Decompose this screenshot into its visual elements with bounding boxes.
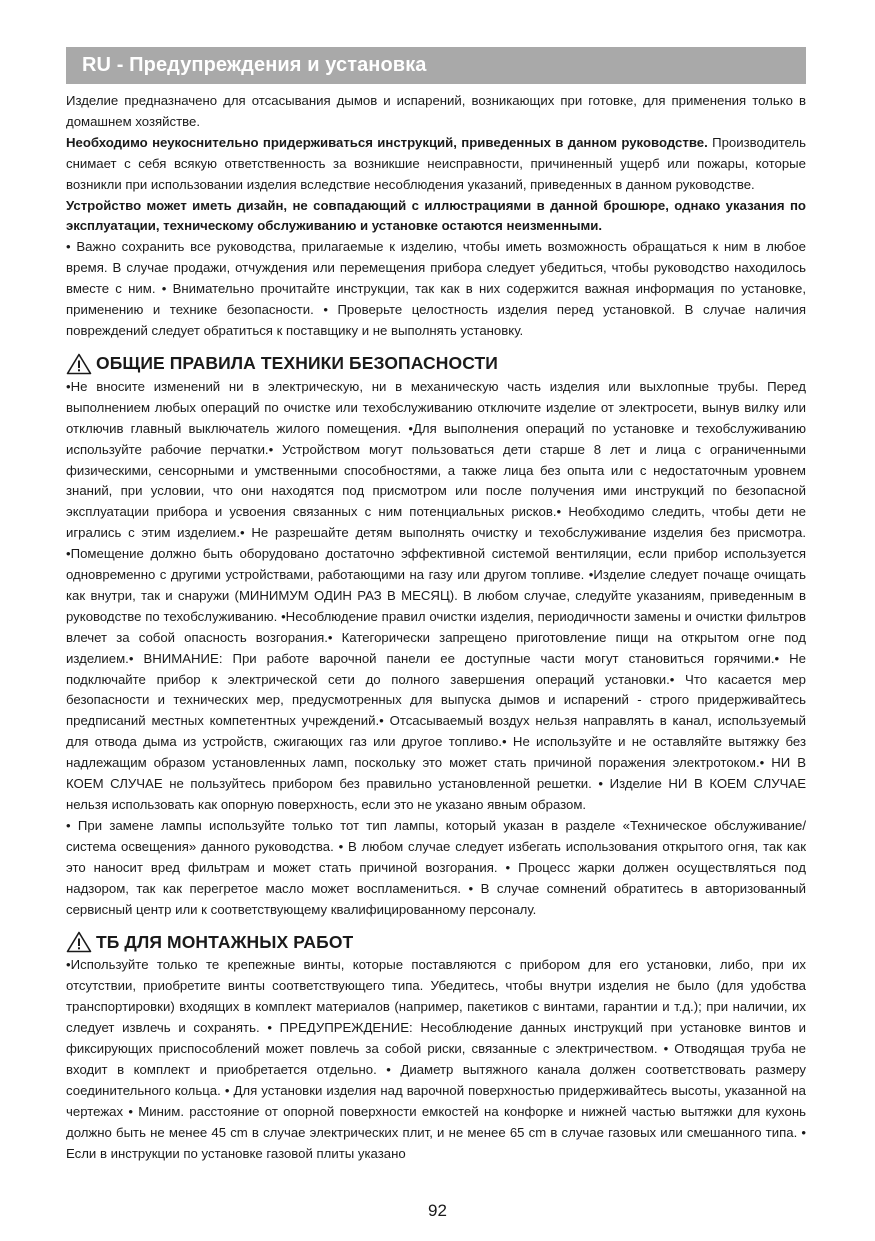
document-body bbox=[66, 91, 806, 1165]
intro-paragraph-3: Устройство может иметь дизайн, не совпадающий с иллюстрациями в данной брошюре, однако указания по эксплуатации, техническому обслуживанию и установке остаются неизменными. bbox=[66, 197, 806, 234]
intro-paragraph-2 bbox=[66, 133, 806, 196]
warning-triangle-icon bbox=[66, 931, 92, 953]
page-number: 92 bbox=[428, 1201, 447, 1220]
section-title-installation: ТБ ДЛЯ МОНТАЖНЫХ РАБОТ bbox=[96, 931, 354, 952]
intro-paragraph-4: • Важно сохранить все руководства, прилагаемые к изделию, чтобы иметь возможность обращаться к ним в любое время. В случае продажи, отчуждения или перемещения прибора следует убедиться, чтобы руководство находилось вместе с ним. • Внимательно прочитайте инструкции, так как в них содержится важная информация по установке, применению и технике безопасности. • Проверьте целостность изделия перед установкой. В случае наличия повреждений следует обратиться к поставщику и не выполнять установку. bbox=[66, 239, 806, 338]
section-title-safety: ОБЩИЕ ПРАВИЛА ТЕХНИКИ БЕЗОПАСНОСТИ bbox=[96, 353, 498, 374]
section-heading-installation bbox=[66, 929, 806, 955]
intro-paragraph-1: Изделие предназначено для отсасывания дымов и испарений, возникающих при готовке, для применения только в домашнем хозяйстве. bbox=[66, 93, 806, 129]
intro-paragraph-2-bold: Необходимо неукоснительно придерживаться инструкций, приведенных в данном руководстве. bbox=[66, 134, 708, 150]
safety-paragraph-2: • При замене лампы используйте только тот тип лампы, который указан в разделе «Техническое обслуживание/ система освещения» данного руководства. • В любом случае следует избегать использования открытого огня, так как это наносит вред фильтрам и может стать причиной возгорания. • Процесс жарки должен осуществляться под надзором, так как перегретое масло может воспламениться. • В случае сомнений обратитесь в авторизованный сервисный центр или к соответствующему квалифицированному персоналу. bbox=[66, 817, 806, 917]
intro-paragraph-2-rest: Производитель снимает с себя всякую ответственность за возникшие неисправности, причиненный ущерб или пожары, которые возникли при использовании изделия вследствие несоблюдения указаний, приведенных в данном руководстве. bbox=[66, 134, 806, 192]
section-heading-safety bbox=[66, 351, 806, 377]
header-bar bbox=[66, 47, 806, 84]
installation-paragraph-1: •Используйте только те крепежные винты, которые поставляются с прибором для его установки, либо, при их отсутствии, приобретите винты соответствующего типа. Убедитесь, чтобы внутри изделия не было (для удобства транспортировки) входящих в комплект материалов (например, пакетиков с винтами, гарантии и т.д.); при наличии, их следует извлечь и сохранять. • ПРЕДУПРЕЖДЕНИЕ: Несоблюдение данных инструкций при установке винтов и фиксирующих приспособлений может повлечь за собой риски, связанные с электричеством. • Отводящая труба не входит в комплект и приобретается отдельно. • Диаметр вытяжного канала должен соответствовать размеру соединительного кольца. • Для установки изделия над варочной поверхностью придерживайтесь высоты, указанной на чертежах • Миним. расстояние от опорной поверхности емкостей на конфорке и нижней частью вытяжки для кухонь должно быть не менее 45 cm в случае электрических плит, и не менее 65 cm в случае газовых или смешанного типа. • Если в инструкции по установке газовой плиты указано bbox=[66, 957, 806, 1161]
safety-paragraph-1: •Не вносите изменений ни в электрическую, ни в механическую часть изделия или выхлопные трубы. Перед выполнением любых операций по очистке или техобслуживанию отключите изделие от электросети, вынув вилку или отключив главный выключатель жилого помещения. •Для выполнения операций по установке и техобслуживанию используйте рабочие перчатки.• Устройством могут пользоваться дети старше 8 лет и лица с ограниченными физическими, сенсорными и умственными способностями, а также лица без опыта или с недостаточным уровнем знаний, при условии, что они находятся под присмотром или после получения ими инструкций по безопасной эксплуатации прибора и усвоения связанных с ним потенциальных рисков.• Необходимо следить, чтобы дети не игрались с этим изделием.• Не разрешайте детям выполнять очистку и техобслуживание изделия без присмотра. •Помещение должно быть оборудовано достаточно эффективной системой вентиляции, если прибор используется одновременно с другими устройствами, работающими на газу или другом топливе. •Изделие следует почаще очищать как внутри, так и снаружи (МИНИМУМ ОДИН РАЗ В МЕСЯЦ). В любом случае, следуйте указаниям, приведенным в руководстве по техобслуживанию. •Несоблюдение правил очистки изделия, периодичности замены и очистки фильтров влечет за собой опасность возгорания.• Категорически запрещено приготовление пищи на открытом огне под изделием.• ВНИМАНИЕ: При работе варочной панели ее доступные части могут становиться горячими.• Не подключайте прибор к электрической сети до полного завершения операций установки.• Что касается мер безопасности и технических мер, предусмотренных для выпуска дымов и испарений - строго придерживайтесь предписаний местных компетентных учреждений.• Отсасываемый воздух нельзя направлять в канал, используемый для отвода дыма из устройств, сжигающих газ или другое топливо.• Не используйте и не оставляйте вытяжку без надлежащим образом установленных ламп, поскольку это может стать причиной поражения электротоком.• НИ В КОЕМ СЛУЧАЕ не пользуйтесь прибором без правильно установленной решетки. • Изделие НИ В КОЕМ СЛУЧАЕ нельзя использовать как опорную поверхность, если это не указано явным образом. bbox=[66, 378, 806, 812]
page-title: RU - Предупреждения и установка bbox=[82, 54, 427, 76]
warning-triangle-icon bbox=[66, 353, 92, 375]
